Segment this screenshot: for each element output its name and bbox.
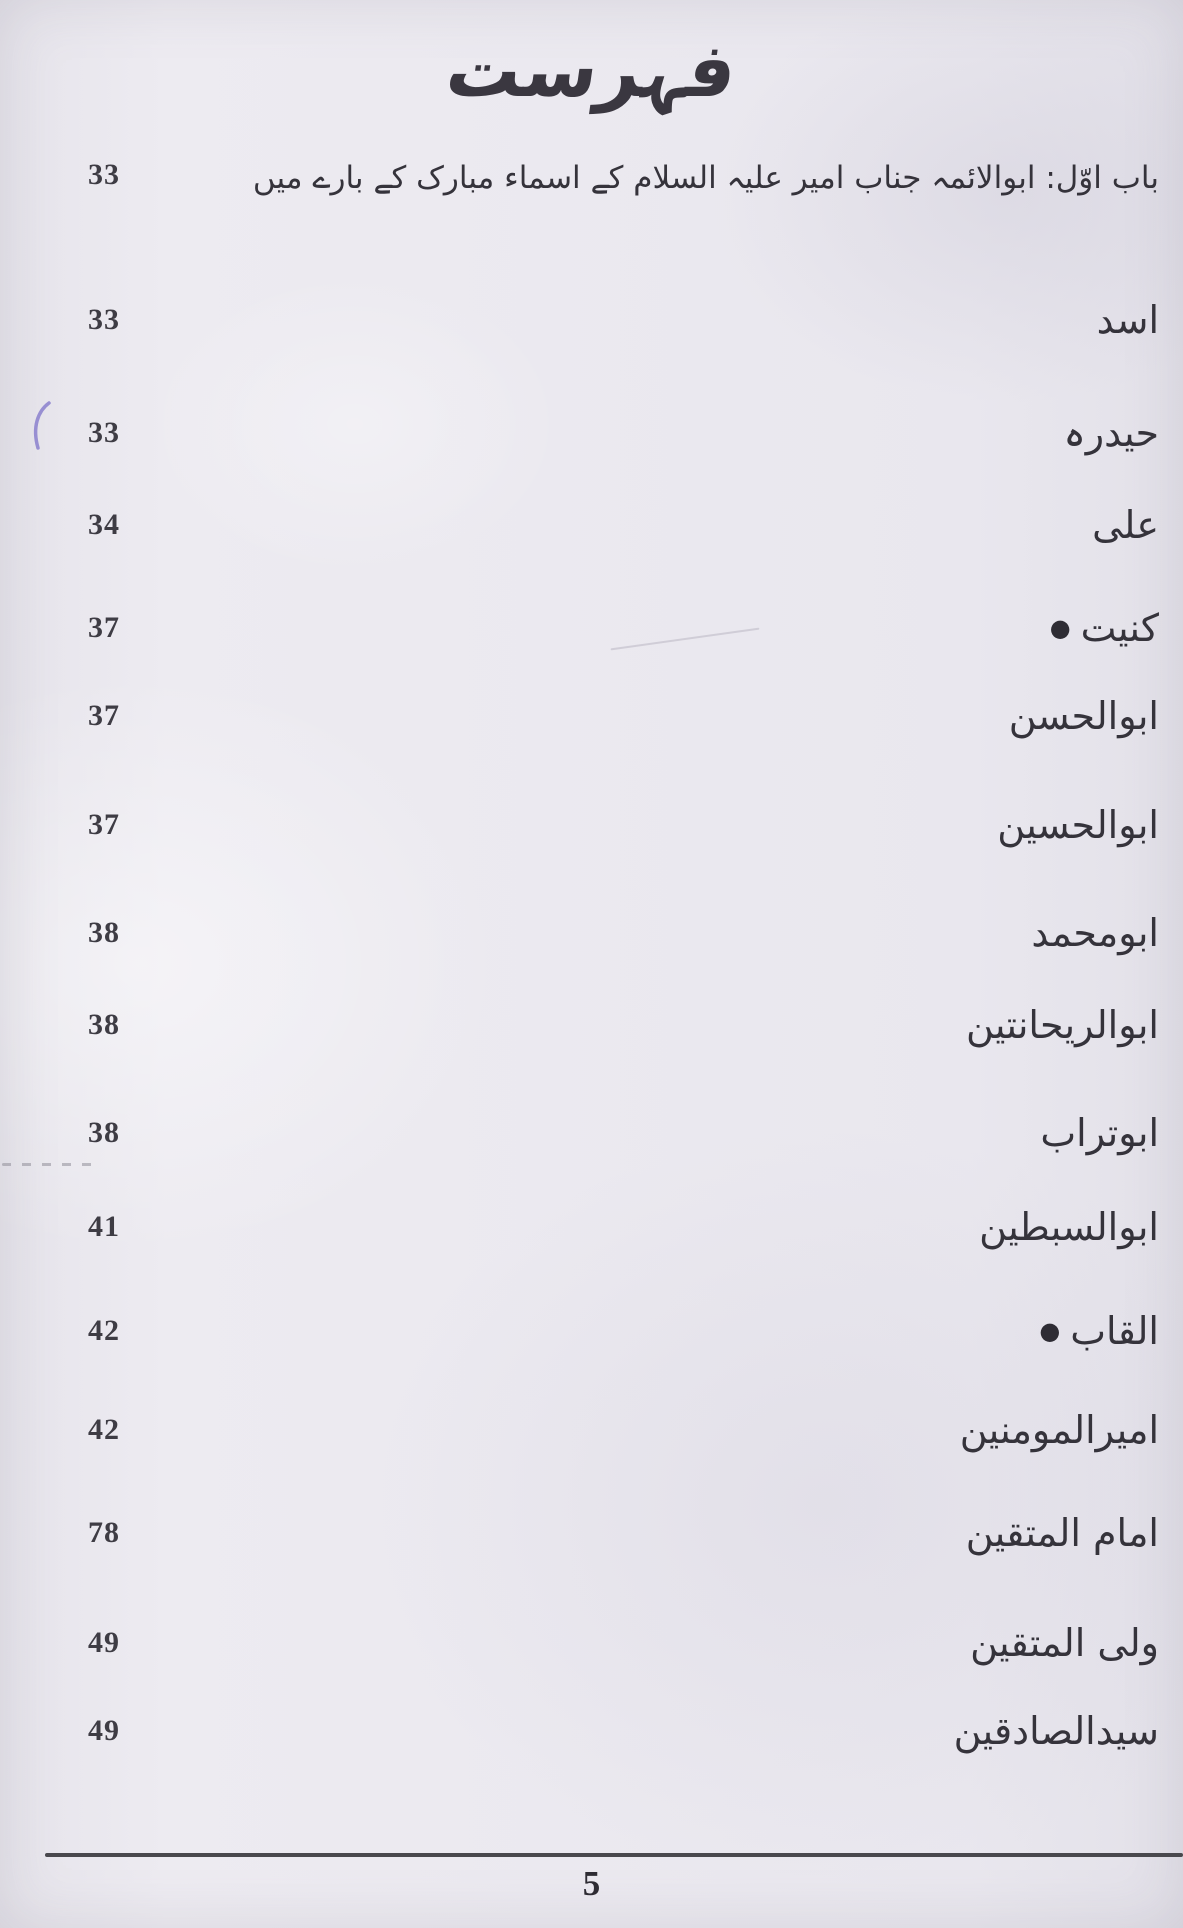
page-number: 49	[88, 1626, 120, 1659]
toc-entry	[88, 292, 1159, 348]
footer-divider	[45, 1853, 1183, 1857]
page-number: 34	[88, 508, 120, 541]
toc-entry	[88, 1615, 1159, 1671]
toc-entry-label: ابومحمد	[1031, 911, 1159, 955]
toc-entry-label: القاب	[1070, 1309, 1159, 1353]
bullet-icon: ●	[1039, 1317, 1061, 1345]
toc-entry-label: کنیت	[1080, 606, 1159, 650]
page-number: 49	[88, 1714, 120, 1747]
page-number: 37	[88, 699, 120, 732]
toc-entry-label: امام المتقین	[965, 1511, 1159, 1555]
page-title: فہرست	[440, 28, 743, 114]
toc-entry-label: امیرالمومنین	[959, 1408, 1159, 1452]
page-number: 78	[88, 1516, 120, 1549]
page-number: 41	[88, 1210, 120, 1243]
bullet-icon: ●	[1049, 614, 1071, 642]
toc-entry	[88, 688, 1159, 744]
page-number: 33	[88, 158, 120, 191]
page-number: 42	[88, 1413, 120, 1446]
toc-entry	[88, 405, 1159, 461]
toc-entry-label: اسد	[1096, 298, 1159, 342]
scan-artifact-dashes	[2, 1163, 102, 1166]
toc-entry-label: علی	[1092, 503, 1159, 547]
toc-entry	[88, 497, 1159, 553]
folio-number: 5	[582, 1864, 601, 1903]
chapter-heading-row	[88, 158, 1159, 214]
pen-mark	[28, 400, 56, 452]
toc-entry	[88, 1703, 1159, 1759]
toc-entry-label: ابوالحسین	[997, 803, 1159, 847]
page-number: 33	[88, 303, 120, 336]
toc-entry	[88, 1199, 1159, 1255]
toc-entry-label: ابوتراب	[1040, 1111, 1159, 1155]
toc-entry-label: ولی المتقین	[970, 1621, 1159, 1665]
toc-entry-label: ابوالریحانتین	[966, 1003, 1159, 1047]
page-number: 37	[88, 808, 120, 841]
page-number: 38	[88, 916, 120, 949]
page-number: 38	[88, 1008, 120, 1041]
toc-entry	[88, 1303, 1159, 1359]
toc-entry-label: ابوالحسن	[1008, 694, 1159, 738]
toc-entry	[88, 1402, 1159, 1458]
toc-entry	[88, 905, 1159, 961]
page-number: 42	[88, 1314, 120, 1347]
page-number: 37	[88, 611, 120, 644]
toc-entry	[88, 797, 1159, 853]
toc-entry-label: حیدرہ	[1063, 411, 1159, 455]
chapter-heading-label: باب اوّل: ابوالائمہ جناب امیر علیہ السلام کے اسماء مبارک کے بارے میں	[252, 160, 1159, 196]
page-number: 38	[88, 1116, 120, 1149]
page-number: 33	[88, 416, 120, 449]
toc-entry	[88, 997, 1159, 1053]
toc-entry-label: ابوالسبطین	[979, 1205, 1159, 1249]
toc-entry	[88, 1105, 1159, 1161]
toc-entry	[88, 1505, 1159, 1561]
toc-entry-label: سیدالصادقین	[953, 1709, 1159, 1753]
